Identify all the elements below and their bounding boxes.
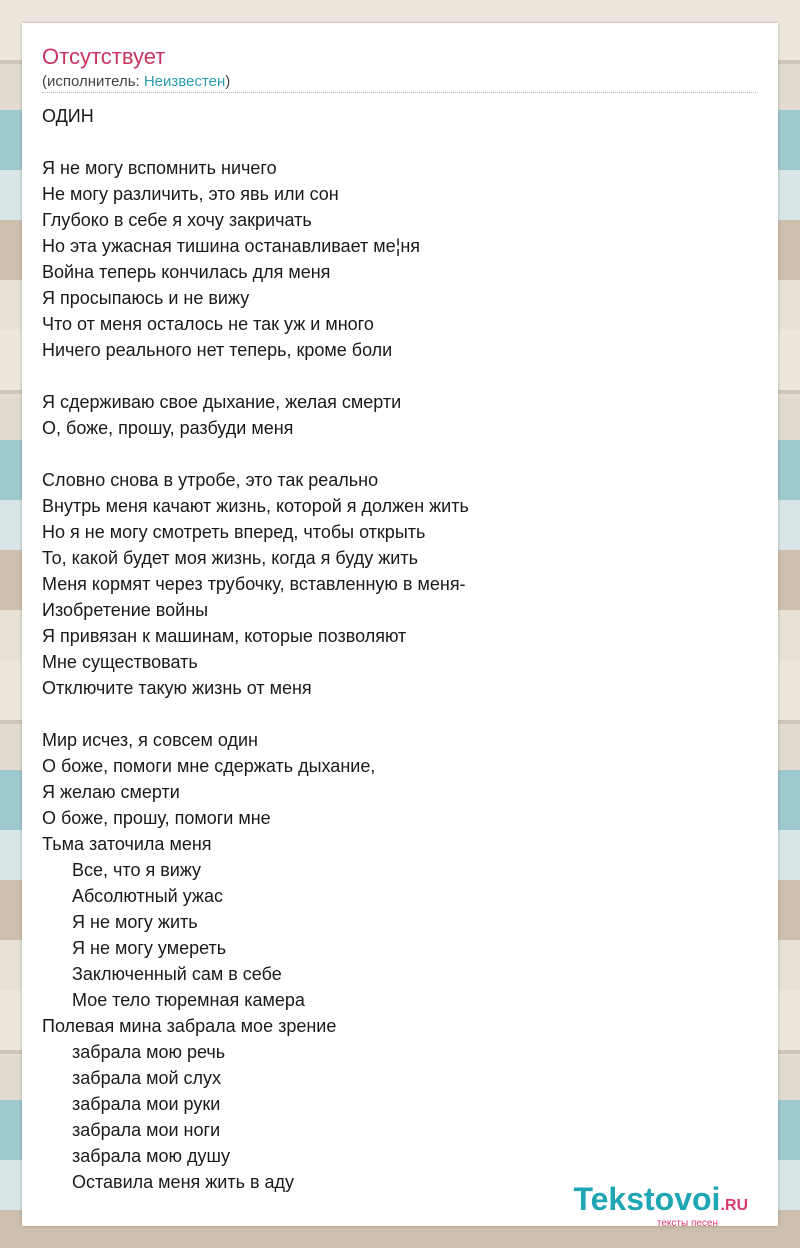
lyric-line: Не могу различить, это явь или сон (42, 184, 339, 204)
lyric-line: Тьма заточила меня (42, 834, 212, 854)
lyric-line: Внутрь меня качают жизнь, которой я должен жить (42, 496, 469, 516)
lyric-line: Война теперь кончилась для меня (42, 262, 331, 282)
lyric-line: Я сдерживаю свое дыхание, желая смерти (42, 392, 402, 412)
song-title: Отсутствует (42, 44, 166, 69)
lyric-line: Словно снова в утробе, это так реально (42, 470, 379, 490)
artist-prefix: (исполнитель: (42, 73, 144, 90)
lyric-line: Абсолютный ужас (72, 886, 223, 906)
lyric-line: Меня кормят через трубочку, вставленную в меня- (42, 574, 466, 594)
lyric-line: Глубоко в себе я хочу закричать (42, 210, 312, 230)
lyric-line: Я не могу жить (72, 912, 198, 932)
lyrics-card (22, 23, 778, 1229)
lyric-line: забрала мою душу (72, 1146, 230, 1166)
lyric-line: О боже, прошу, помоги мне (42, 808, 271, 828)
lyric-line: О боже, помоги мне сдержать дыхание, (42, 756, 376, 776)
lyric-line: забрала мои ноги (72, 1120, 221, 1140)
site-logo[interactable] (573, 1182, 748, 1229)
divider (42, 92, 758, 93)
lyric-line: Все, что я вижу (72, 860, 202, 880)
lyric-line: Отключите такую жизнь от меня (42, 678, 312, 698)
artist-line (42, 73, 230, 91)
lyric-line: Но эта ужасная тишина останавливает ме¦ня (42, 236, 421, 256)
logo-tagline: тексты песен (656, 1218, 718, 1229)
logo-name: Tekstovoi (573, 1181, 721, 1217)
lyric-line: Но я не могу смотреть вперед, чтобы открыть (42, 522, 426, 542)
lyrics-text (42, 103, 758, 1195)
artist-suffix: ) (225, 73, 231, 90)
lyric-line: Полевая мина забрала мое зрение (42, 1016, 337, 1036)
lyric-line: забрала мой слух (72, 1068, 222, 1088)
lyric-blank-line (42, 441, 758, 467)
lyric-line: Что от меня осталось не так уж и много (42, 314, 374, 334)
lyric-line: То, какой будет моя жизнь, когда я буду жить (42, 548, 418, 568)
lyric-line: Заключенный сам в себе (72, 964, 282, 984)
lyric-line: ОДИН (42, 106, 94, 126)
lyric-blank-line (42, 129, 758, 155)
lyric-line: Я желаю смерти (42, 782, 180, 802)
lyric-line: Я не могу вспомнить ничего (42, 158, 277, 178)
artist-link[interactable]: Неизвестен (143, 73, 226, 90)
lyric-line: Мое тело тюремная камера (72, 990, 305, 1010)
lyric-line: Я не могу умереть (72, 938, 227, 958)
lyric-line: забрала мою речь (72, 1042, 226, 1062)
lyric-line: забрала мои руки (72, 1094, 221, 1114)
lyric-blank-line (42, 363, 758, 389)
lyric-line: Мир исчез, я совсем один (42, 730, 258, 750)
lyric-line: Ничего реального нет теперь, кроме боли (42, 340, 393, 360)
lyric-blank-line (42, 701, 758, 727)
lyric-line: Я привязан к машинам, которые позволяют (42, 626, 407, 646)
lyric-line: Изобретение войны (42, 600, 209, 620)
lyric-line: Я просыпаюсь и не вижу (42, 288, 250, 308)
lyric-line: Мне существовать (42, 652, 198, 672)
logo-tld: .RU (720, 1197, 748, 1214)
lyric-line: О, боже, прошу, разбуди меня (42, 418, 294, 438)
lyric-line: Оставила меня жить в аду (72, 1172, 295, 1192)
